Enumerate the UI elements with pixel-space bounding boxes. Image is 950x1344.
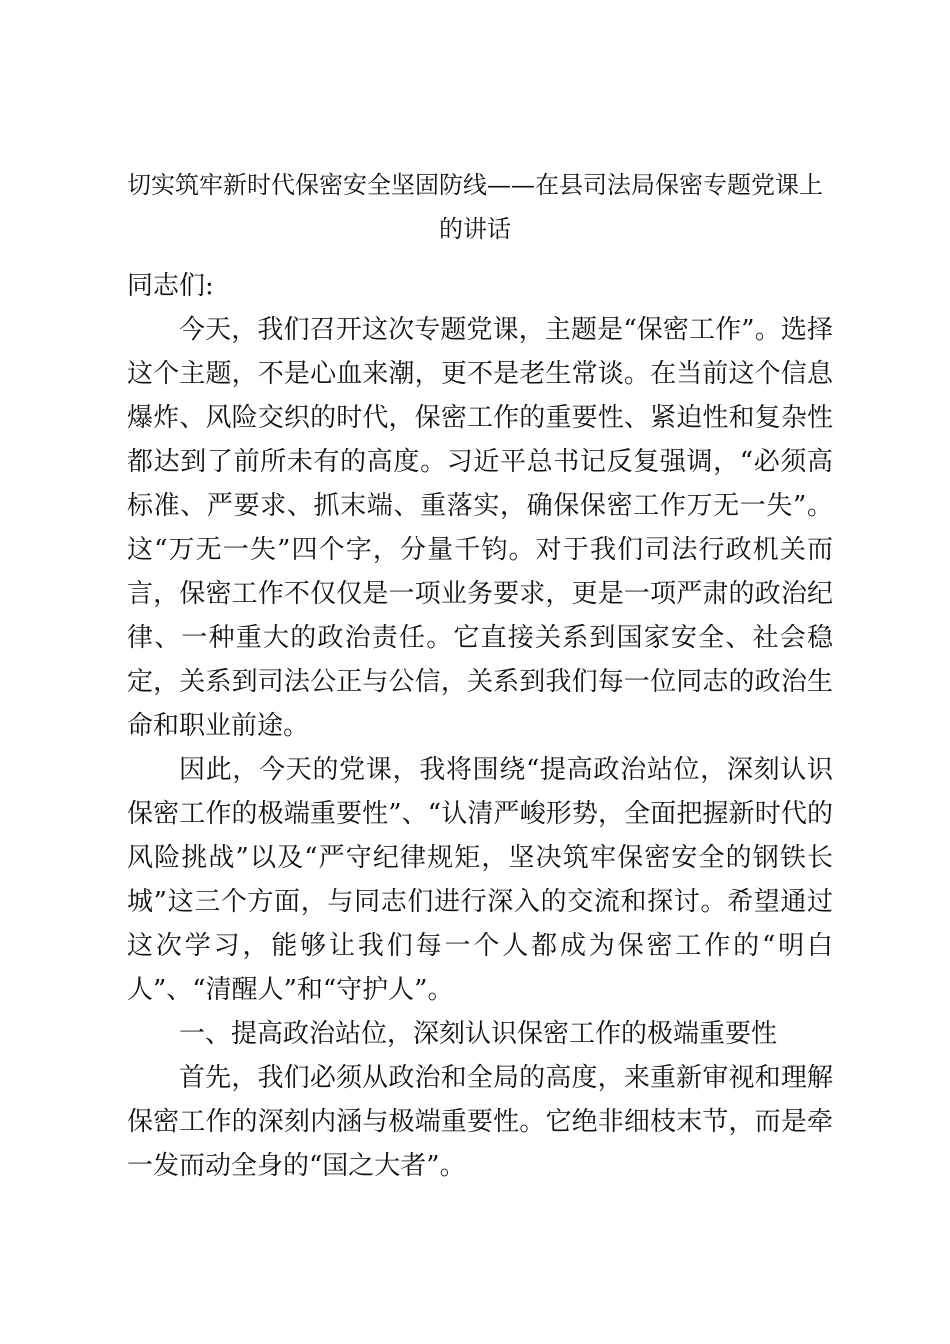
document-title-text: 切实筑牢新时代保密安全坚固防线——在县司法局保密专题党课上的讲话 — [127, 171, 823, 243]
paragraph-2: 因此，今天的党课，我将围绕“提高政治站位，深刻认识保密工作的极端重要性”、“认清严峻形势，全面把握新时代的风险挑战”以及“严守纪律规矩，坚决筑牢保密安全的钢铁长城”这三个方面，与同志们进行深入的交流和探讨。希望通过这次学习，能够让我们每一个人都成为保密工作的“明白人”、“清醒人”和“守护人”。 — [127, 755, 833, 1005]
document-body — [127, 264, 833, 1188]
section-heading-1: 一、提高政治站位，深刻认识保密工作的极端重要性 — [179, 1019, 778, 1049]
paragraph-3: 首先，我们必须从政治和全局的高度，来重新审视和理解保密工作的深刻内涵与极端重要性。它绝非细枝末节，而是牵一发而动全身的“国之大者”。 — [127, 1063, 833, 1181]
paragraph-1: 今天，我们召开这次专题党课，主题是“保密工作”。选择这个主题，不是心血来潮，更不是老生常谈。在当前这个信息爆炸、风险交织的时代，保密工作的重要性、紧迫性和复杂性都达到了前所未有的高度。习近平总书记反复强调，“必须高标准、严要求、抓末端、重落实，确保保密工作万无一失”。这“万无一失”四个字，分量千钧。对于我们司法行政机关而言，保密工作不仅仅是一项业务要求，更是一项严肃的政治纪律、一种重大的政治责任。它直接关系到国家安全、社会稳定，关系到司法公正与公信，关系到我们每一位同志的政治生命和职业前途。 — [127, 315, 833, 741]
document-title — [118, 163, 832, 251]
salutation: 同志们: — [127, 271, 214, 301]
